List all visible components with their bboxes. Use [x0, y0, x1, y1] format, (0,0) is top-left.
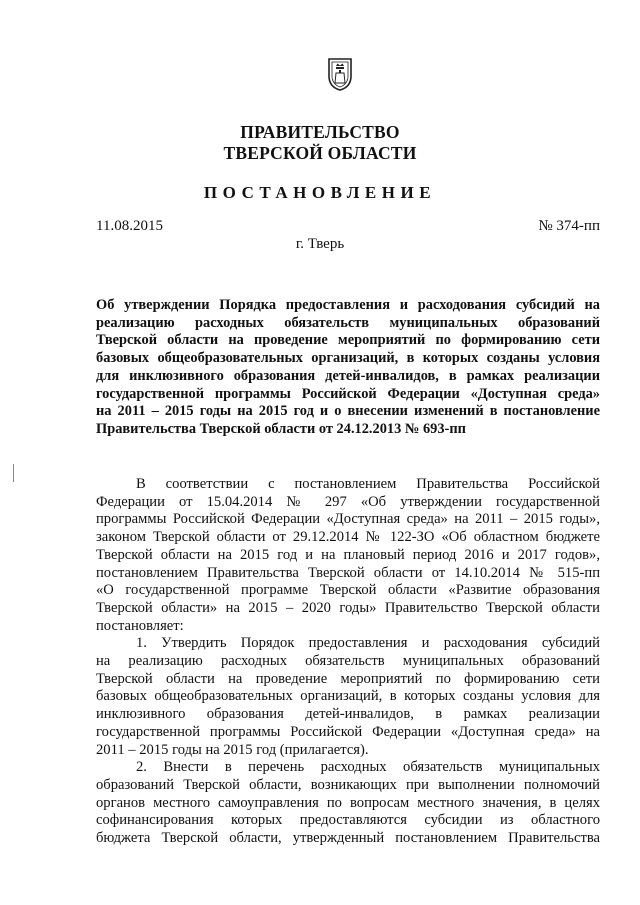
- preamble-paragraph: [96, 476, 600, 635]
- body-line: инклюзивного образования детей-инвалидов, в рамках реализации: [96, 706, 600, 723]
- document-body: [96, 476, 600, 848]
- body-line: 2. Внести в перечень расходных обязательств муниципальных: [136, 759, 600, 776]
- body-line: законом Тверской области от 29.12.2014 № 122-ЗО «Об областном бюджете: [96, 529, 600, 546]
- body-line: постановлением Правительства Тверской области от 14.10.2014 № 515-пп: [96, 564, 600, 581]
- body-line: Тверской области на проведение мероприятий по формированию сети: [96, 670, 600, 687]
- body-line: бюджета Тверской области, утвержденный постановлением Правительства: [96, 830, 600, 847]
- document-type: ПОСТАНОВЛЕНИЕ: [203, 183, 437, 202]
- body-line: В соответствии с постановлением Правительства Российской: [136, 476, 600, 492]
- body-line: постановляет:: [96, 617, 184, 634]
- document-number: № 374-пп: [538, 218, 600, 234]
- org-name-line2: ТВЕРСКОЙ ОБЛАСТИ: [223, 143, 417, 163]
- clause-2-paragraph: [96, 759, 600, 848]
- subject-line: Об утверждении Порядка предоставления и расходования субсидий на: [96, 297, 600, 313]
- body-line: государственной программы Российской Федерации «Доступная среда» на: [96, 723, 600, 740]
- subject-line: Правительства Тверской области от 24.12.2013 № 693-пп: [96, 420, 466, 437]
- document-city: г. Тверь: [295, 236, 345, 252]
- clause-1-paragraph: [96, 635, 600, 759]
- document-date: 11.08.2015: [96, 218, 163, 234]
- body-line: Тверской области на 2015 год и на плановый период 2016 и 2017 годов»,: [96, 546, 600, 563]
- body-line: органов местного самоуправления по вопросам местного значения, в целях: [96, 794, 600, 811]
- body-line: софинансирования которых предоставляются субсидии из областного: [96, 812, 600, 829]
- body-line: программы Российской Федерации «Доступная среда» на 2011 – 2015 годы»,: [96, 511, 600, 528]
- body-line: Федерации от 15.04.2014 № 297 «Об утверждении государственной: [96, 493, 600, 510]
- body-line: на реализацию расходных обязательств муниципальных образований: [96, 653, 600, 670]
- body-line: 1. Утвердить Порядок предоставления и расходования субсидий: [136, 635, 600, 652]
- subject-line: на 2011 – 2015 годы на 2015 год и о внесении изменений в постановление: [96, 403, 600, 420]
- tver-coat-of-arms-icon: [327, 56, 353, 92]
- body-line: 2011 – 2015 годы на 2015 год (прилагается).: [96, 741, 369, 758]
- margin-mark: [13, 464, 14, 482]
- subject-line: Тверской области на проведение мероприятий по формированию сети: [96, 332, 600, 349]
- org-name-line1: ПРАВИТЕЛЬСТВО: [240, 122, 400, 142]
- body-line: образований Тверской области, возникающих при выполнении полномочий: [96, 776, 600, 793]
- body-line: Тверской области» на 2015 – 2020 годы» Правительство Тверской области: [96, 599, 600, 616]
- body-line: «О государственной программе Тверской области «Развитие образования: [96, 582, 600, 599]
- subject-line: базовых общеобразовательных организаций, в которых созданы условия: [96, 350, 600, 367]
- subject-line: для инклюзивного образования детей-инвалидов, в рамках реализации: [96, 367, 600, 384]
- subject-line: государственной программы Российской Федерации «Доступная среда»: [96, 385, 600, 402]
- subject-line: реализацию расходных обязательств муниципальных образований: [96, 314, 600, 331]
- document-subject: [96, 297, 600, 439]
- body-line: базовых общеобразовательных организаций, в которых созданы условия для: [96, 688, 600, 705]
